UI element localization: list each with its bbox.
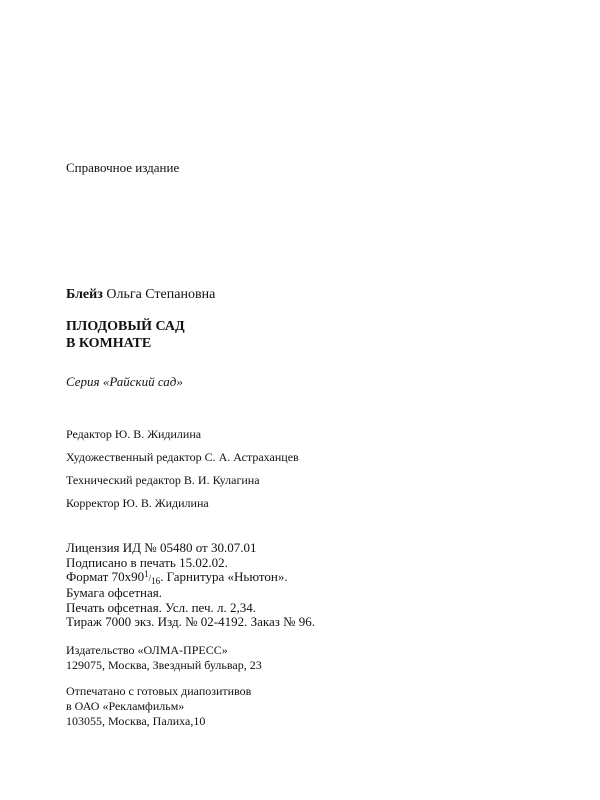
format-fraction-numerator: 1 (144, 569, 149, 579)
series-text: Серия «Райский сад» (66, 374, 183, 389)
author-surname: Блейз (66, 287, 103, 302)
credit-art-editor: Художественный редактор С. А. Астраханцев (66, 450, 299, 464)
series-name (66, 374, 183, 390)
edition-type-text: Справочное издание (66, 160, 180, 175)
printer-line-2: в ОАО «Рекламфильм» (66, 699, 185, 713)
publisher-address: 129075, Москва, Звездный бульвар, 23 (66, 658, 262, 672)
edition-type (66, 160, 179, 176)
format-suffix: . Гарнитура «Ньютон». (160, 569, 288, 584)
printing-line: Печать офсетная. Усл. печ. л. 2,34. (66, 599, 257, 615)
credit-proofreader: Корректор Ю. В. Жидилина (66, 496, 209, 510)
paper-line: Бумага офсетная. (66, 585, 162, 600)
printer-line-1: Отпечатано с готовых диапозитивов (66, 684, 252, 698)
imprint-details (66, 541, 315, 630)
title-line-1: ПЛОДОВЫЙ САД (66, 319, 185, 334)
credit-editor: Редактор Ю. В. Жидилина (66, 427, 202, 441)
credit-tech-editor: Технический редактор В. И. Кулагина (66, 473, 260, 487)
printer-address: 103055, Москва, Палиха,10 (66, 714, 206, 728)
title-line-2: В КОМНАТЕ (66, 336, 152, 351)
format-fraction: 1/16 (144, 569, 161, 586)
run-line: Тираж 7000 экз. Изд. № 02-4192. Заказ № 96. (66, 614, 316, 629)
publisher-info (66, 643, 262, 673)
author (66, 287, 215, 303)
format-line (66, 570, 315, 586)
format-fraction-denominator: 16 (151, 576, 161, 586)
printer-info (66, 684, 251, 729)
format-prefix: Формат 70x90 (66, 569, 145, 584)
publisher-name: Издательство «ОЛМА-ПРЕСС» (66, 643, 228, 657)
signed-line: Подписано в печать 15.02.02. (66, 554, 228, 570)
credits-list (66, 427, 299, 519)
author-given-names: Ольга Степановна (106, 287, 216, 302)
book-title (66, 318, 185, 352)
license-line: Лицензия ИД № 05480 от 30.07.01 (66, 540, 257, 555)
